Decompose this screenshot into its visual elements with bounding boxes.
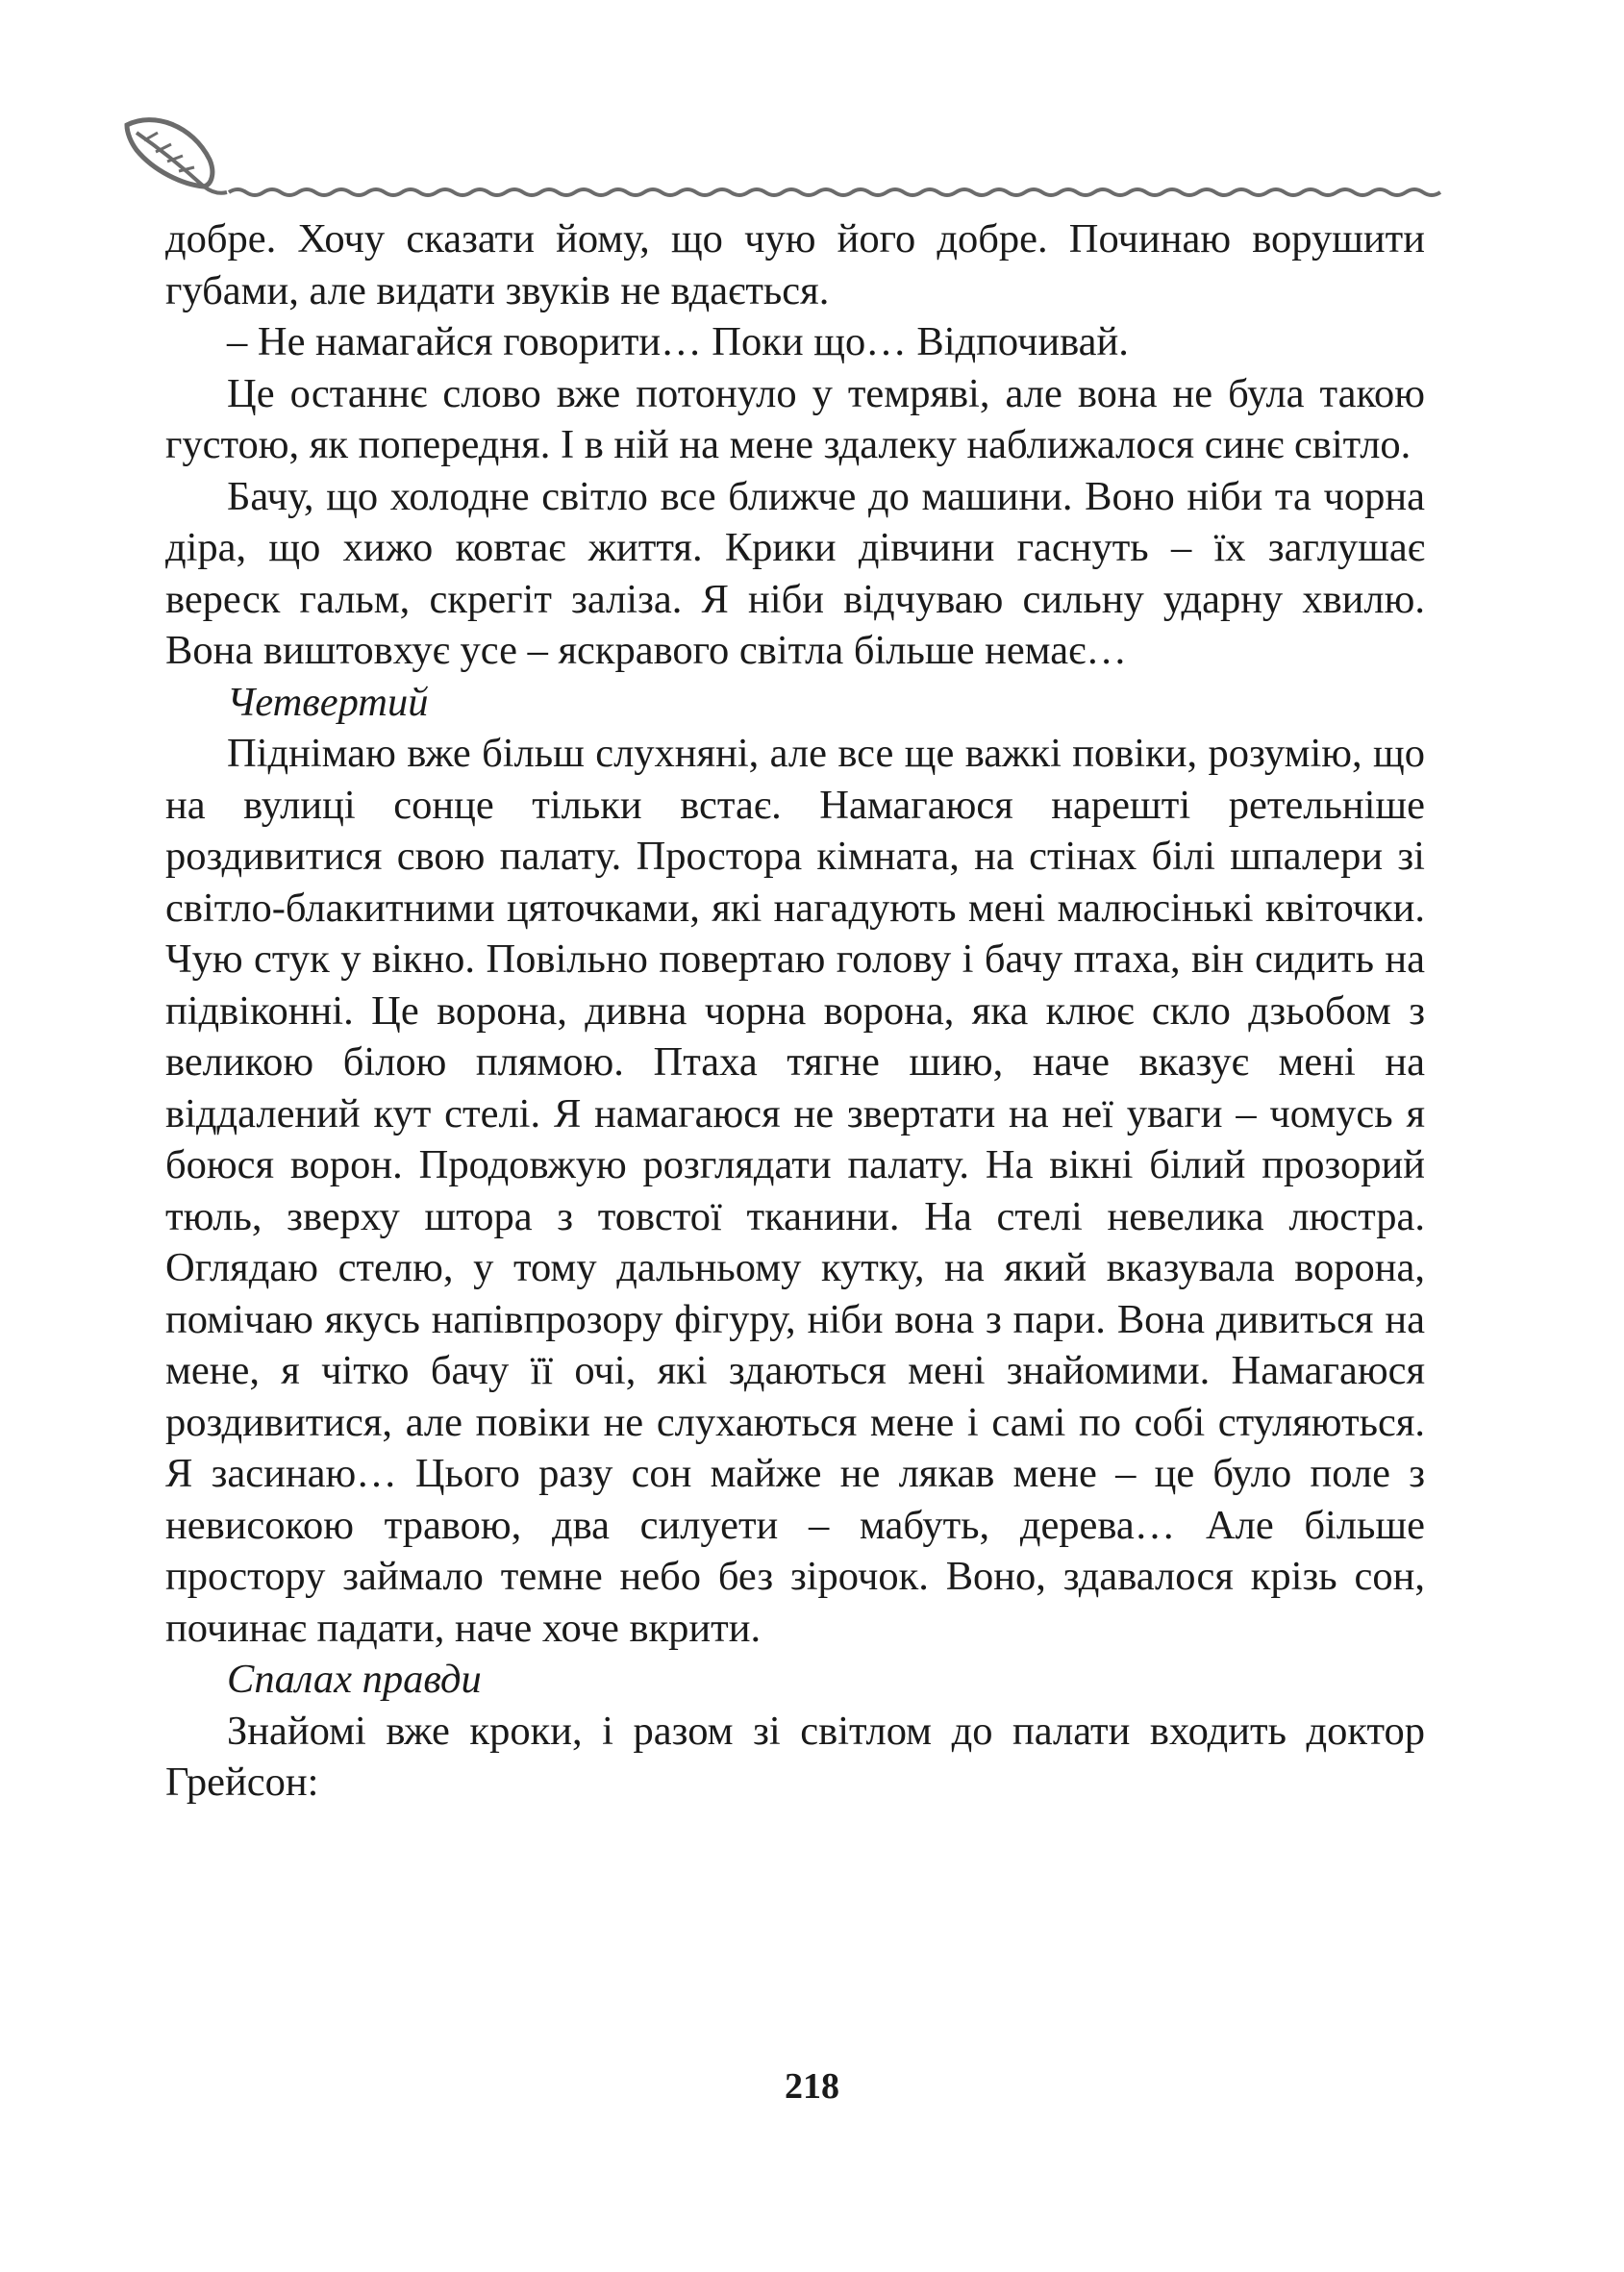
paragraph: Бачу, що холодне світло все ближче до машини. Воно ніби та чорна діра, що хижо ковтає життя. Крики дівчини гаснуть – їх заглушає вереск гальм, скрегіт заліза. Я ніби відчуваю сильну ударну хвилю. Вона виштовхує усе – яскравого світла більше немає…: [165, 473, 1425, 673]
body-text: [165, 213, 1425, 1809]
paragraph: Це останнє слово вже потонуло у темряві, але вона не була такою густою, як попередня. І в ній на мене здалеку наближалося синє світло.: [165, 370, 1425, 467]
header-ornament: [115, 104, 1442, 210]
paragraph: добре. Хочу сказати йому, що чую його добре. Починаю ворушити губами, але видати звуків не вдається.: [165, 216, 1425, 313]
dialogue-line: – Не намагайся говорити… Поки що… Відпочивай.: [227, 319, 1129, 364]
feather-icon: [127, 120, 227, 193]
section-heading: Четвертий: [227, 679, 429, 725]
paragraph: Піднімаю вже більш слухняні, але все ще важкі повіки, розумію, що на вулиці сонце тільки встає. Намагаюся нарешті ретельніше роздивитися свою палату. Простора кімната, на стінах білі шпалери зі світло-блакитними цяточками, які нагадують мені малюсінькі квіточки. Чую стук у вікно. Повільно повертаю голову і бачу птаха, він сидить на підвіконні. Це ворона, дивна чорна ворона, яка клює скло дзьобом з великою білою плямою. Птаха тягне шию, наче вказує мені на віддалений кут стелі. Я намагаюся не звертати на неї уваги – чомусь я боюся ворон. Продовжую розглядати палату. На вікні білий прозорий тюль, зверху штора з товстої тканини. На стелі невелика люстра. Оглядаю стелю, у тому дальньому кутку, на який вказувала ворона, помічаю якусь напівпрозору фігуру, ніби вона з пари. Вона дивиться на мене, я чітко бачу її очі, які здаються мені знайомими. Намагаюся роздивитися, але повіки не слухаються мене і самі по собі стуляються. Я засинаю… Цього разу сон майже не лякав мене – це було поле з невисокою травою, два силуети – мабуть, дерева… Але більше простору займало темне небо без зірочок. Воно, здавалося крізь сон, починає падати, наче хоче вкрити.: [165, 731, 1425, 1651]
paragraph: Знайомі вже кроки, і разом зі світлом до палати входить доктор Грейсон:: [165, 1708, 1425, 1805]
page-number: 218: [785, 2066, 839, 2107]
section-heading: Спалах правди: [227, 1657, 482, 1702]
wavy-divider: [229, 189, 1440, 195]
